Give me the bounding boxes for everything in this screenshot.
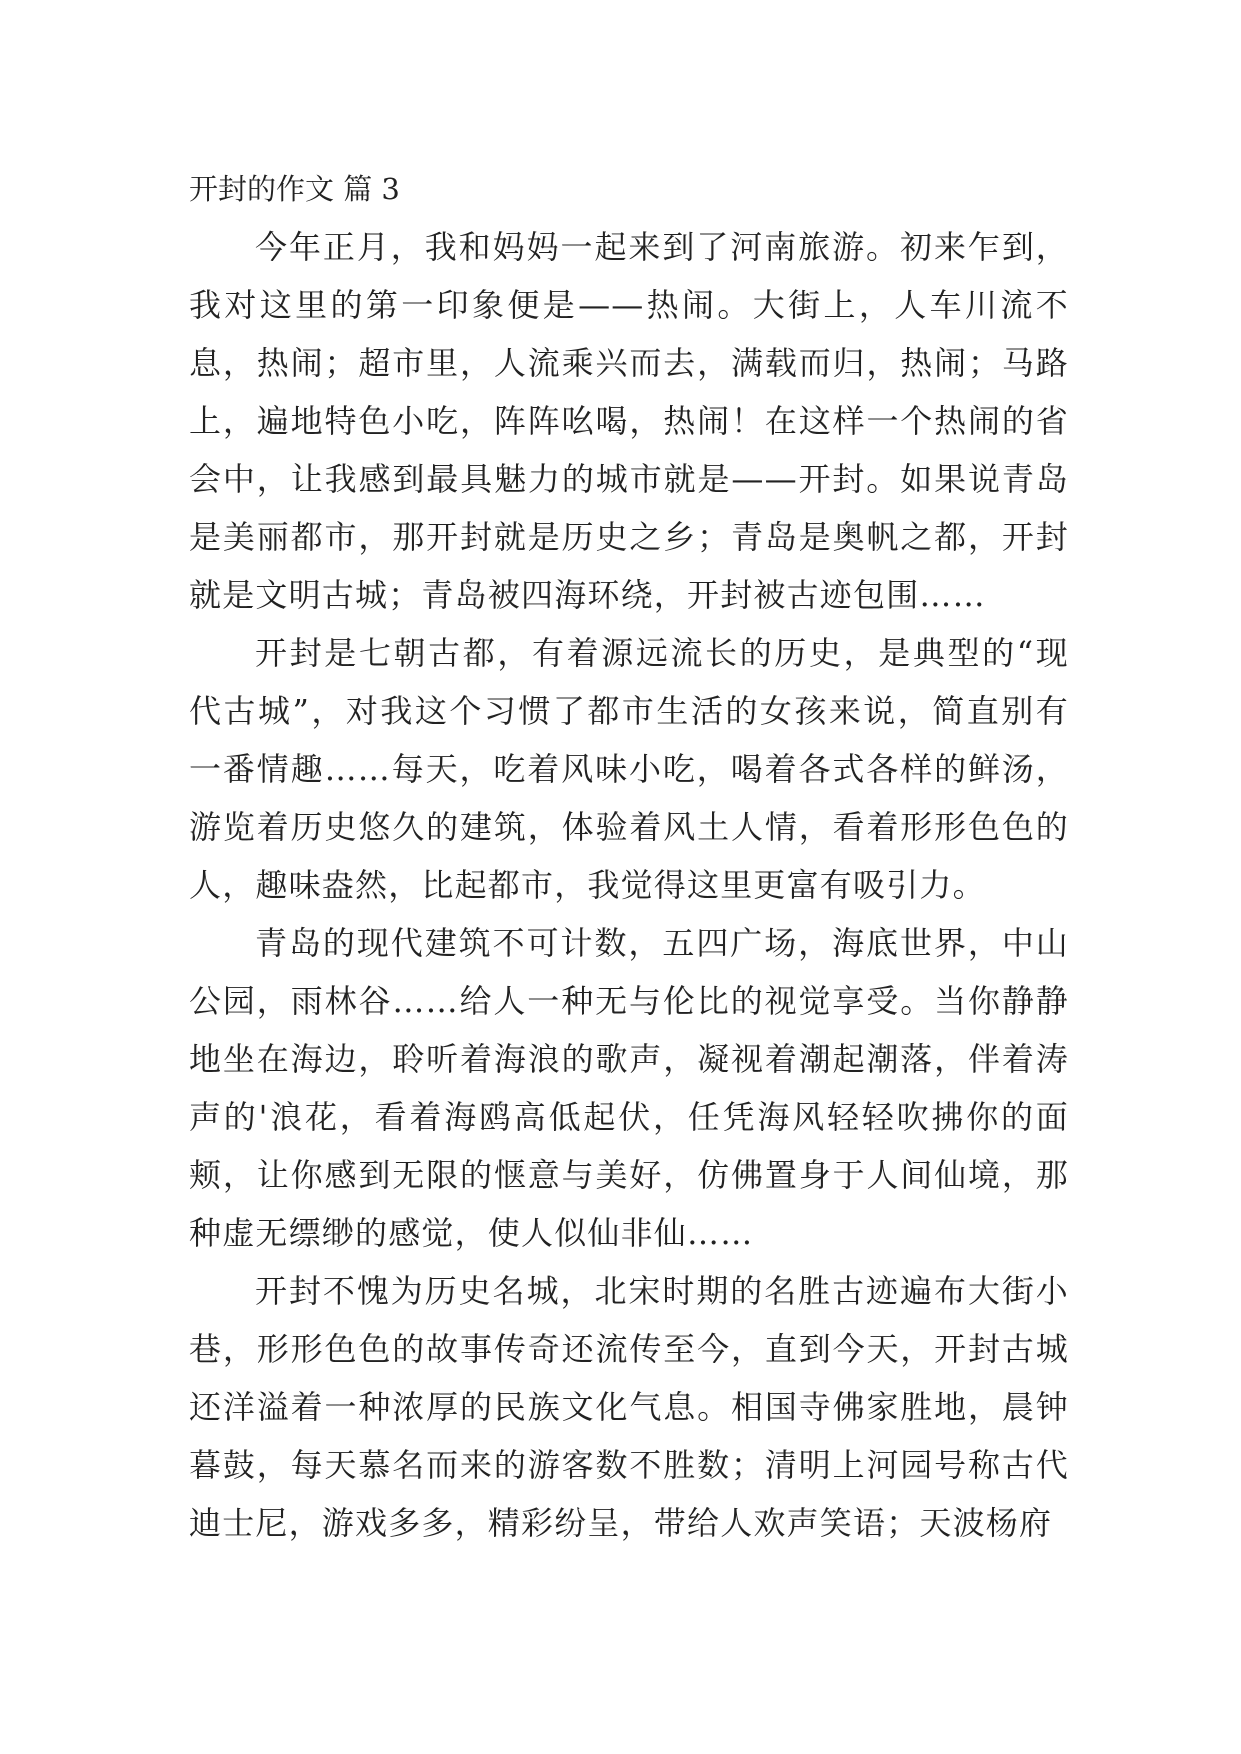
paragraph-2: 开封是七朝古都，有着源远流长的历史，是典型的“现代古城”，对我这个习惯了都市生活的女孩来说，简直别有一番情趣……每天，吃着风味小吃，喝着各式各样的鲜汤，游览着历史悠久的建筑，体验着风土人情，看着形形色色的人，趣味盎然，比起都市，我觉得这里更富有吸引力。 bbox=[189, 634, 1069, 904]
essay-title: 开封的作文 篇 3 bbox=[189, 172, 400, 206]
paragraph-1: 今年正月，我和妈妈一起来到了河南旅游。初来乍到，我对这里的第一印象便是——热闹。大街上，人车川流不息，热闹；超市里，人流乘兴而去，满载而归，热闹；马路上，遍地特色小吃，阵阵吆喝，热闹！在这样一个热闹的省会中，让我感到最具魅力的城市就是——开封。如果说青岛是美丽都市，那开封就是历史之乡；青岛是奥帆之都，开封就是文明古城；青岛被四海环绕，开封被古迹包围…… bbox=[189, 228, 1069, 614]
paragraph-3: 青岛的现代建筑不可计数，五四广场，海底世界，中山公园，雨林谷……给人一种无与伦比的视觉享受。当你静静地坐在海边，聆听着海浪的歌声，凝视着潮起潮落，伴着涛声的'浪花，看着海鸥高低起伏，任凭海风轻轻吹拂你的面颊，让你感到无限的惬意与美好，仿佛置身于人间仙境，那种虚无缥缈的感觉，使人似仙非仙…… bbox=[189, 924, 1069, 1252]
document-body bbox=[189, 160, 1069, 1552]
paragraph-4: 开封不愧为历史名城，北宋时期的名胜古迹遍布大街小巷，形形色色的故事传奇还流传至今，直到今天，开封古城还洋溢着一种浓厚的民族文化气息。相国寺佛家胜地，晨钟暮鼓，每天慕名而来的游客数不胜数；清明上河园号称古代迪士尼，游戏多多，精彩纷呈，带给人欢声笑语；天波杨府 bbox=[189, 1272, 1069, 1542]
